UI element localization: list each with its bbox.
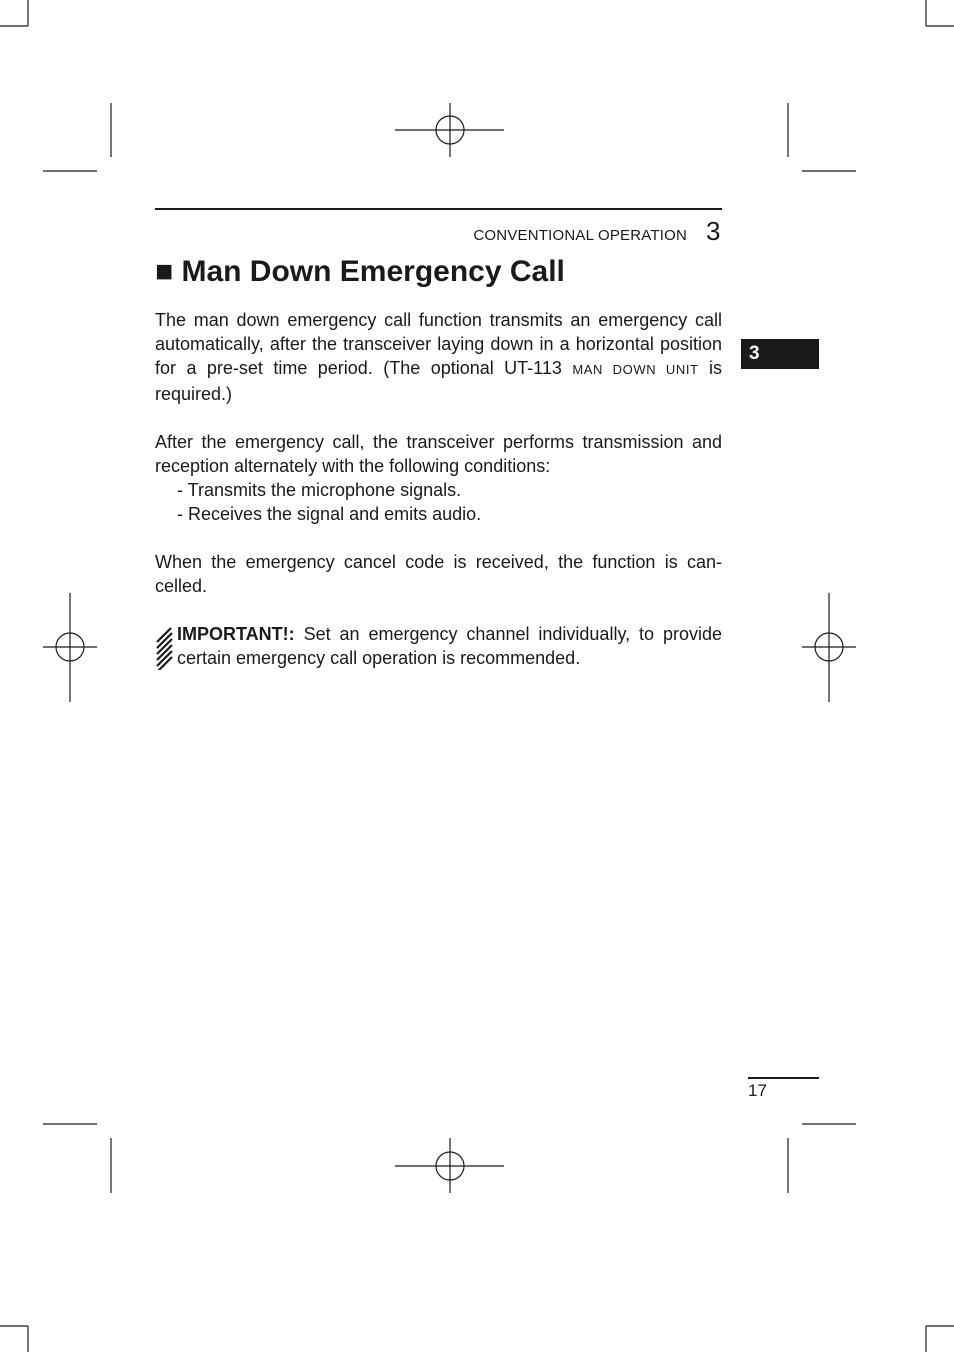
header-chapter-number: 3 bbox=[706, 216, 721, 246]
body-text bbox=[155, 308, 722, 670]
section-label: CONVENTIONAL OPERATION bbox=[473, 227, 687, 244]
page-number-rule bbox=[748, 1077, 819, 1079]
paragraph-conditions: After the emergency call, the transceiver performs transmission and reception alternately with the following conditions: bbox=[155, 432, 722, 476]
important-text: Set an emergency channel individually, to provide certain emergency call operation is recommended. bbox=[177, 624, 722, 668]
chapter-tab: 3 bbox=[741, 339, 819, 369]
intro-text: The man down emergency call function transmits an emergency call automatically, after the transceiver laying down in a horizontal position for a pre-set time period. (The optional UT-113 bbox=[155, 310, 722, 378]
paragraph-cancel: When the emergency cancel code is received, the function is can-celled. bbox=[155, 552, 722, 596]
list-item: - Receives the signal and emits audio. bbox=[177, 504, 482, 524]
title-square-icon: ■ bbox=[155, 255, 174, 288]
title-text: Man Down Emergency Call bbox=[181, 255, 565, 288]
important-label: IMPORTANT!: bbox=[177, 624, 295, 644]
header-rule bbox=[155, 208, 722, 210]
paragraph-intro bbox=[155, 308, 722, 406]
conditions-list bbox=[155, 478, 722, 526]
important-note bbox=[155, 622, 722, 670]
page-title bbox=[155, 254, 735, 290]
list-item: - Transmits the microphone signals. bbox=[177, 480, 462, 500]
intro-smallcaps: MAN DOWN UNIT bbox=[572, 362, 699, 377]
intro-end: is required.) bbox=[155, 358, 723, 404]
page-number: 17 bbox=[748, 1081, 767, 1100]
caution-hatch-icon bbox=[155, 622, 175, 670]
